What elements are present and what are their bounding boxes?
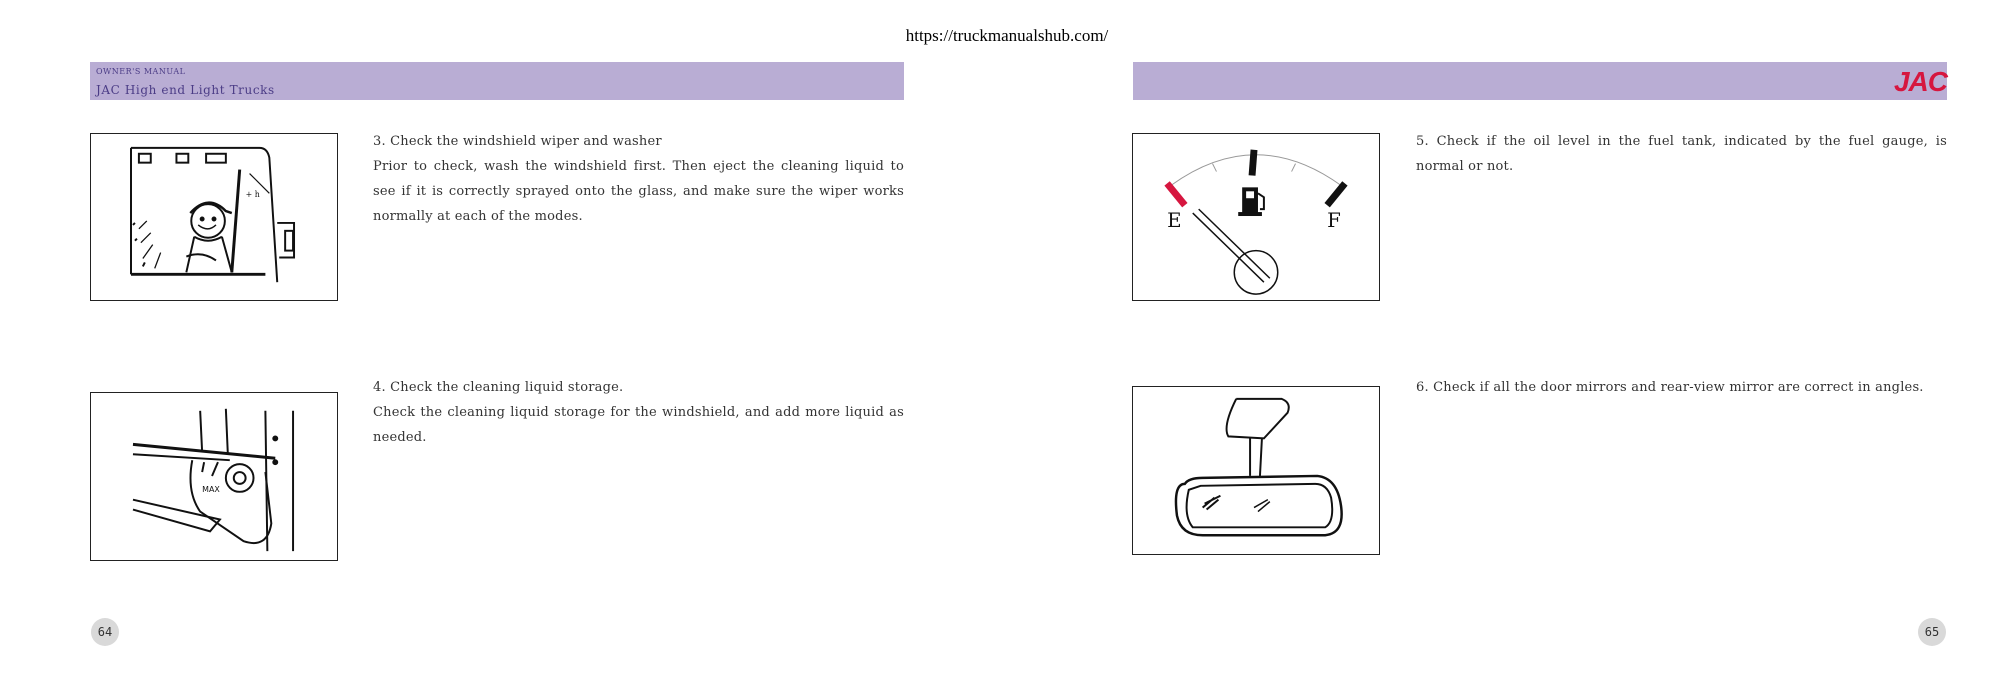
empty-mark xyxy=(1167,183,1185,205)
wiper-illustration xyxy=(90,133,338,301)
item-3-body: Prior to check, wash the windshield first. Then eject the cleaning liquid to see if it is correctly sprayed onto the glass, and make sure the wiper works normally at each of the modes. xyxy=(373,159,904,224)
item-4-heading: 4. Check the cleaning liquid storage. xyxy=(373,380,624,395)
max-label: MAX xyxy=(202,484,220,494)
jac-logo: JAC xyxy=(1893,66,1947,97)
full-mark xyxy=(1327,183,1345,205)
manual-title: JAC High end Light Trucks xyxy=(96,83,275,97)
item-4 xyxy=(373,375,904,450)
item-6-heading: 6. Check if all the door mirrors and rear-view mirror are correct in angles. xyxy=(1416,380,1924,395)
rearview-mirror-drawing xyxy=(1133,387,1379,554)
washer-reservoir-illustration xyxy=(90,392,338,561)
item-5 xyxy=(1416,129,1947,179)
item-3 xyxy=(373,129,904,229)
source-url[interactable]: https://truckmanualshub.com/ xyxy=(905,26,1109,45)
item-5-heading: 5. Check if the oil level in the fuel tank, indicated by the fuel gauge, is normal or not. xyxy=(1416,134,1947,174)
fuel-gauge-drawing xyxy=(1133,134,1379,300)
item-6 xyxy=(1416,375,1947,400)
fuel-pump-icon xyxy=(1238,187,1264,216)
manual-label: OWNER'S MANUAL xyxy=(96,67,186,76)
gauge-empty-label: E xyxy=(1167,208,1182,232)
svg-text:+ h: + h xyxy=(245,190,260,200)
page-number-left: 64 xyxy=(91,618,119,646)
page-number-right: 65 xyxy=(1918,618,1946,646)
left-header-band xyxy=(90,62,904,100)
driver-wiper-drawing xyxy=(91,134,337,300)
gauge-needle xyxy=(1193,209,1278,294)
reservoir-drawing xyxy=(91,393,337,560)
mirror-illustration xyxy=(1132,386,1380,555)
item-3-heading: 3. Check the windshield wiper and washer xyxy=(373,134,662,149)
fuel-gauge-illustration xyxy=(1132,133,1380,301)
item-4-body: Check the cleaning liquid storage for the windshield, and add more liquid as needed. xyxy=(373,405,904,445)
half-mark xyxy=(1252,150,1254,176)
right-header-band xyxy=(1133,62,1947,100)
gauge-full-label: F xyxy=(1327,208,1341,232)
